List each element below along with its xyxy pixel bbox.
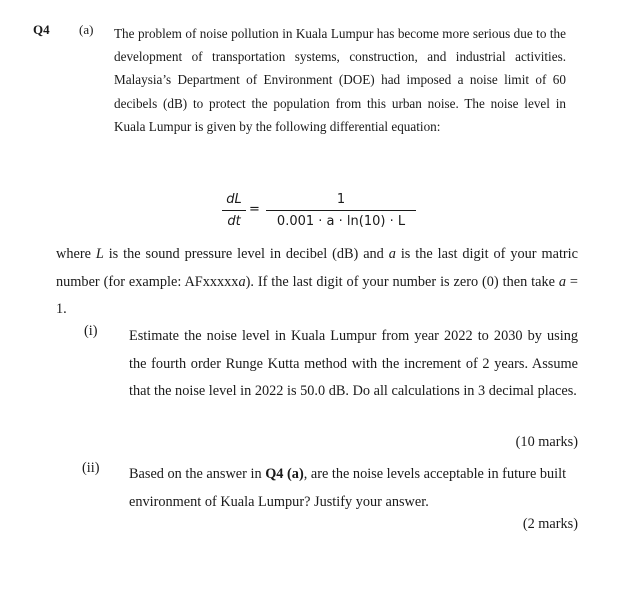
rhs-numerator: 1: [336, 192, 346, 207]
sub-question-i-label: (i): [84, 323, 98, 339]
sub-question-i-text: Estimate the noise level in Kuala Lumpur from year 2022 to 2030 by using the fourth order Runge Kutta method with the increment of 2 years. Assume that the noise level in 2022 is 50.0 dB. Do all calculations in 3 decimal places.: [129, 328, 578, 399]
sub-question-i-marks: (10 marks): [515, 434, 578, 450]
rhs-denominator: 0.001 · a · ln(10) · L: [276, 214, 406, 229]
where-text-2: is the sound pressure level in decibel (dB) and: [103, 246, 389, 262]
where-text-4: ). If the last digit of your number is zero (0) then take: [245, 273, 559, 290]
intro-paragraph: [114, 22, 566, 138]
var-a: a: [388, 246, 396, 262]
variable-definitions: [56, 241, 578, 324]
where-text-5: = 1.: [56, 273, 578, 317]
equation-lhs-fraction: [222, 192, 246, 229]
sub-question-ii: [129, 460, 578, 516]
sub-question-ii-marks: (2 marks): [522, 516, 578, 532]
sub-question-ii-label: (ii): [82, 460, 100, 476]
lhs-denominator: dt: [227, 214, 241, 229]
where-text-1: where: [56, 246, 96, 262]
equals-sign: =: [249, 202, 260, 217]
intro-text: The problem of noise pollution in Kuala Lumpur has become more serious due to the development of transportation systems, construction, and industrial activities. Malaysia’s Department of Environment (DOE) had imposed a noise limit of 60 decibels (dB) to protect the population from this urban noise. The noise level in Kuala Lumpur is given by the following differential equation:: [114, 26, 566, 134]
var-a-default: a: [558, 273, 567, 290]
equation-rhs-fraction: [266, 192, 416, 229]
part-a-label: (a): [79, 22, 94, 37]
question-number: Q4: [33, 22, 50, 37]
differential-equation: [222, 186, 422, 236]
sub-question-ii-ref: Q4 (a): [265, 466, 304, 482]
var-L: L: [95, 246, 104, 262]
sub-question-ii-text-after: , are the noise levels acceptable in future built environment of Kuala Lumpur? Justify your answer.: [129, 466, 567, 510]
lhs-numerator: dL: [226, 192, 242, 207]
rhs-fraction-bar: [266, 210, 416, 211]
where-text-3: is the last digit of your matric number (for example: AFxxxxx: [56, 246, 578, 290]
var-a-example: a: [238, 273, 246, 290]
lhs-fraction-bar: [222, 210, 246, 211]
sub-question-ii-text-before: Based on the answer in: [129, 466, 266, 482]
sub-question-i: [129, 323, 578, 406]
